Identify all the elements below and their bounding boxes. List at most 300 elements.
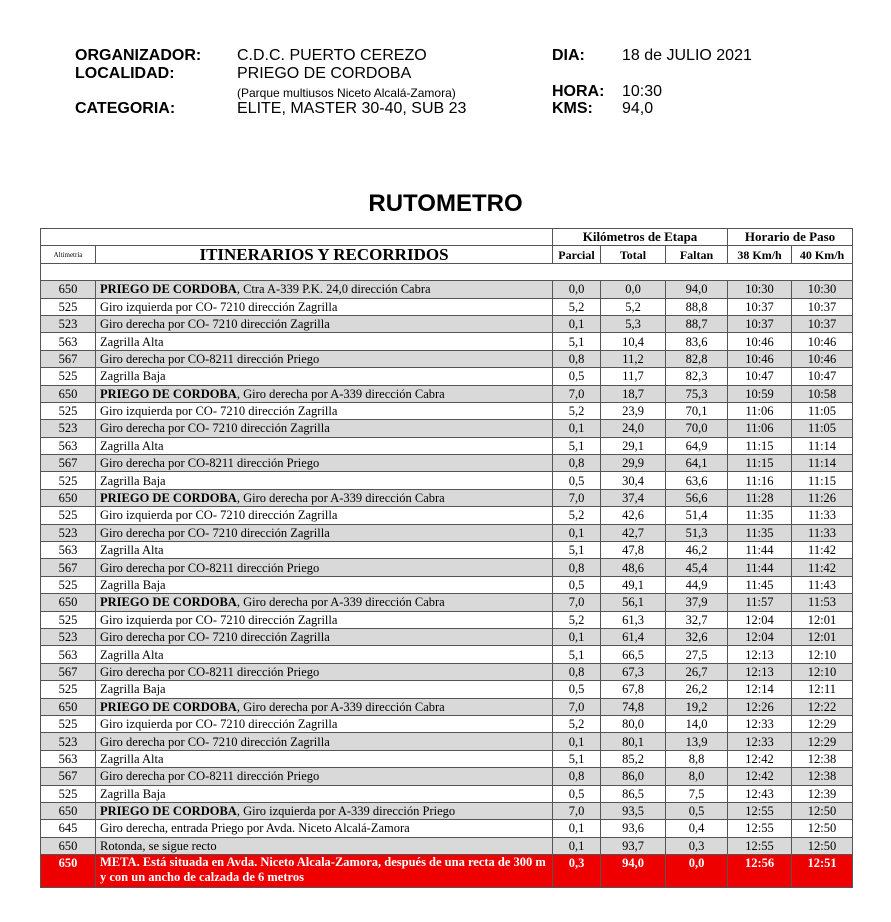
cell-38kmh: 12:04	[728, 611, 792, 628]
table-row	[41, 333, 853, 350]
cell-faltan: 7,5	[666, 785, 728, 802]
cell-altimetria: 567	[41, 455, 96, 472]
place-name: PRIEGO DE CORDOBA	[100, 386, 237, 401]
cell-total: 74,8	[601, 698, 666, 715]
cell-itinerario	[96, 820, 553, 837]
cell-total: 42,7	[601, 524, 666, 541]
cell-itinerario	[96, 385, 553, 402]
localidad-value: PRIEGO DE CORDOBA	[237, 65, 412, 82]
cell-itinerario	[96, 750, 553, 767]
table-row	[41, 698, 853, 715]
cell-itinerario	[96, 298, 553, 315]
header-altimetria: Altimetría	[41, 246, 96, 263]
cell-40kmh: 12:29	[792, 733, 853, 750]
cell-38kmh: 11:06	[728, 402, 792, 419]
cell-parcial: 7,0	[553, 489, 601, 506]
cell-itinerario	[96, 402, 553, 419]
place-name: PRIEGO DE CORDOBA	[100, 595, 237, 610]
table-row	[41, 489, 853, 506]
cell-parcial: 0,8	[553, 455, 601, 472]
cell-faltan: 44,9	[666, 576, 728, 593]
route-description: , Giro derecha por A-339 dirección Cabra	[236, 491, 445, 506]
categoria-label: CATEGORIA:	[75, 100, 176, 117]
cell-40kmh: 12:50	[792, 837, 853, 854]
meta-description: META. Está situada en Avda. Niceto Alcala-Zamora, después de una recta de 300 m y con un ancho de calzada de 6 metros	[96, 855, 553, 888]
cell-altimetria: 525	[41, 472, 96, 489]
cell-parcial: 7,0	[553, 802, 601, 819]
cell-itinerario	[96, 524, 553, 541]
cell-38kmh: 12:42	[728, 768, 792, 785]
place-name: PRIEGO DE CORDOBA	[100, 804, 237, 819]
table-row	[41, 315, 853, 332]
cell-faltan: 56,6	[666, 489, 728, 506]
cell-38kmh: 12:14	[728, 681, 792, 698]
route-description: Zagrilla Alta	[100, 647, 164, 662]
cell-parcial: 5,1	[553, 437, 601, 454]
cell-total: 56,1	[601, 594, 666, 611]
cell-38kmh: 11:06	[728, 420, 792, 437]
cell-itinerario	[96, 333, 553, 350]
table-row	[41, 559, 853, 576]
cell-faltan: 70,0	[666, 420, 728, 437]
cell-total: 30,4	[601, 472, 666, 489]
cell-parcial: 5,2	[553, 507, 601, 524]
cell-total: 85,2	[601, 750, 666, 767]
table-row	[41, 507, 853, 524]
cell-parcial: 7,0	[553, 698, 601, 715]
cell-parcial: 7,0	[553, 385, 601, 402]
cell-parcial: 5,2	[553, 298, 601, 315]
cell-40kmh: 12:10	[792, 663, 853, 680]
cell-40kmh: 12:10	[792, 646, 853, 663]
cell-altimetria: 563	[41, 542, 96, 559]
table-row	[41, 350, 853, 367]
cell-parcial: 7,0	[553, 594, 601, 611]
cell-40kmh: 12:29	[792, 715, 853, 732]
cell-itinerario	[96, 489, 553, 506]
cell-38kmh: 12:42	[728, 750, 792, 767]
route-description: , Ctra A-339 P.K. 24,0 dirección Cabra	[236, 282, 431, 297]
table-row	[41, 715, 853, 732]
cell-40kmh: 11:14	[792, 455, 853, 472]
table-row	[41, 628, 853, 645]
cell-40kmh: 11:05	[792, 402, 853, 419]
table-row	[41, 611, 853, 628]
cell-itinerario	[96, 455, 553, 472]
dia-value: 18 de JULIO 2021	[622, 47, 752, 64]
meta-row	[41, 855, 853, 888]
cell-faltan: 0,5	[666, 802, 728, 819]
cell-total: 23,9	[601, 402, 666, 419]
cell-parcial: 5,1	[553, 750, 601, 767]
cell-38kmh: 10:59	[728, 385, 792, 402]
cell-itinerario	[96, 507, 553, 524]
cell-faltan: 45,4	[666, 559, 728, 576]
cell-altimetria: 523	[41, 315, 96, 332]
cell-40kmh: 12:38	[792, 750, 853, 767]
kms-label: KMS:	[552, 100, 593, 117]
cell-total: 5,2	[601, 298, 666, 315]
table-row	[41, 663, 853, 680]
cell-38kmh: 12:43	[728, 785, 792, 802]
cell-faltan: 64,1	[666, 455, 728, 472]
cell-38kmh: 12:26	[728, 698, 792, 715]
table-row	[41, 298, 853, 315]
cell-parcial: 0,1	[553, 628, 601, 645]
cell-altimetria: 567	[41, 559, 96, 576]
cell-parcial: 0,1	[553, 420, 601, 437]
cell-itinerario	[96, 350, 553, 367]
localidad-note: (Parque multiusos Niceto Alcalá-Zamora)	[237, 86, 456, 100]
cell-itinerario	[96, 611, 553, 628]
table-row	[41, 768, 853, 785]
cell-altimetria: 525	[41, 368, 96, 385]
cell-altimetria: 650	[41, 385, 96, 402]
table-row	[41, 576, 853, 593]
route-description: Zagrilla Baja	[100, 578, 166, 592]
meta-altimetria: 650	[41, 855, 96, 888]
cell-itinerario	[96, 437, 553, 454]
cell-40kmh: 12:11	[792, 681, 853, 698]
cell-altimetria: 525	[41, 507, 96, 524]
cell-parcial: 0,8	[553, 768, 601, 785]
cell-parcial: 0,5	[553, 368, 601, 385]
cell-38kmh: 10:46	[728, 333, 792, 350]
cell-altimetria: 650	[41, 802, 96, 819]
cell-40kmh: 10:37	[792, 315, 853, 332]
cell-total: 93,5	[601, 802, 666, 819]
cell-38kmh: 11:57	[728, 594, 792, 611]
cell-itinerario	[96, 837, 553, 854]
cell-parcial: 0,8	[553, 663, 601, 680]
cell-altimetria: 523	[41, 628, 96, 645]
cell-38kmh: 12:13	[728, 646, 792, 663]
cell-parcial: 0,1	[553, 733, 601, 750]
cell-parcial: 5,2	[553, 402, 601, 419]
place-name: PRIEGO DE CORDOBA	[100, 491, 237, 506]
route-description: Zagrilla Baja	[100, 682, 166, 697]
header-spacer	[41, 263, 853, 280]
cell-total: 86,0	[601, 768, 666, 785]
cell-faltan: 51,3	[666, 524, 728, 541]
cell-38kmh: 12:33	[728, 733, 792, 750]
route-description: Giro derecha por CO- 7210 dirección Zagrilla	[100, 525, 330, 540]
cell-40kmh: 12:50	[792, 802, 853, 819]
cell-parcial: 0,5	[553, 785, 601, 802]
cell-parcial: 0,1	[553, 837, 601, 854]
cell-itinerario	[96, 281, 553, 298]
cell-faltan: 83,6	[666, 333, 728, 350]
route-description: Giro derecha por CO- 7210 dirección Zagrilla	[100, 630, 330, 645]
route-description: Giro izquierda por CO- 7210 dirección Zagrilla	[100, 612, 338, 627]
route-description: Giro derecha por CO-8211 dirección Priego	[100, 560, 320, 575]
cell-altimetria: 563	[41, 750, 96, 767]
table-row	[41, 524, 853, 541]
meta-total: 94,0	[601, 855, 666, 888]
header-blank	[41, 229, 553, 246]
cell-itinerario	[96, 785, 553, 802]
organizador-label: ORGANIZADOR:	[75, 47, 202, 64]
table-row	[41, 681, 853, 698]
cell-itinerario	[96, 733, 553, 750]
route-description: Giro derecha por CO-8211 dirección Priego	[100, 664, 320, 679]
cell-38kmh: 12:04	[728, 628, 792, 645]
cell-parcial: 5,1	[553, 646, 601, 663]
route-description: Giro derecha por CO-8211 dirección Priego	[100, 456, 320, 471]
hora-label: HORA:	[552, 83, 605, 100]
cell-total: 66,5	[601, 646, 666, 663]
table-row	[41, 420, 853, 437]
route-description: Giro izquierda por CO- 7210 dirección Zagrilla	[100, 508, 338, 523]
cell-altimetria: 645	[41, 820, 96, 837]
cell-parcial: 0,5	[553, 472, 601, 489]
route-description: Zagrilla Alta	[100, 438, 164, 453]
route-description: Giro izquierda por CO- 7210 dirección Zagrilla	[100, 299, 338, 314]
cell-faltan: 0,3	[666, 837, 728, 854]
cell-total: 80,1	[601, 733, 666, 750]
table-body	[41, 281, 853, 855]
route-description: Rotonda, se sigue recto	[100, 838, 217, 853]
cell-faltan: 32,6	[666, 628, 728, 645]
cell-altimetria: 567	[41, 768, 96, 785]
cell-faltan: 27,5	[666, 646, 728, 663]
route-description: , Giro derecha por A-339 dirección Cabra	[236, 595, 445, 610]
meta-40kmh: 12:51	[792, 855, 853, 888]
route-description: , Giro izquierda por A-339 dirección Priego	[236, 804, 456, 819]
table-row	[41, 785, 853, 802]
cell-itinerario	[96, 559, 553, 576]
cell-itinerario	[96, 698, 553, 715]
route-description: Giro derecha por CO-8211 dirección Priego	[100, 769, 320, 784]
cell-altimetria: 525	[41, 298, 96, 315]
table-row	[41, 802, 853, 819]
cell-total: 61,4	[601, 628, 666, 645]
table-header-group-row	[41, 229, 853, 246]
cell-total: 0,0	[601, 281, 666, 298]
table-row	[41, 594, 853, 611]
table-row	[41, 542, 853, 559]
cell-40kmh: 12:01	[792, 628, 853, 645]
cell-total: 93,6	[601, 820, 666, 837]
cell-38kmh: 11:16	[728, 472, 792, 489]
route-description: Zagrilla Alta	[100, 751, 164, 766]
rutometro-table	[40, 228, 853, 888]
cell-faltan: 75,3	[666, 385, 728, 402]
cell-40kmh: 10:37	[792, 298, 853, 315]
cell-38kmh: 10:37	[728, 298, 792, 315]
cell-total: 93,7	[601, 837, 666, 854]
cell-40kmh: 11:53	[792, 594, 853, 611]
header-itinerarios: ITINERARIOS Y RECORRIDOS	[96, 246, 553, 263]
table-row	[41, 455, 853, 472]
meta-parcial: 0,3	[553, 855, 601, 888]
cell-40kmh: 10:30	[792, 281, 853, 298]
cell-faltan: 46,2	[666, 542, 728, 559]
route-description: Giro derecha por CO- 7210 dirección Zagrilla	[100, 734, 330, 749]
cell-38kmh: 11:35	[728, 524, 792, 541]
table-row	[41, 385, 853, 402]
cell-parcial: 0,1	[553, 524, 601, 541]
route-description: Giro derecha por CO- 7210 dirección Zagrilla	[100, 317, 330, 332]
header-40kmh: 40 Km/h	[792, 246, 853, 263]
cell-40kmh: 11:26	[792, 489, 853, 506]
cell-total: 18,7	[601, 385, 666, 402]
cell-parcial: 5,1	[553, 542, 601, 559]
route-description: Giro izquierda por CO- 7210 dirección Zagrilla	[100, 717, 338, 732]
cell-38kmh: 12:55	[728, 802, 792, 819]
cell-38kmh: 10:37	[728, 315, 792, 332]
cell-38kmh: 12:55	[728, 820, 792, 837]
cell-parcial: 0,5	[553, 576, 601, 593]
cell-itinerario	[96, 472, 553, 489]
cell-40kmh: 12:39	[792, 785, 853, 802]
header-parcial: Parcial	[553, 246, 601, 263]
cell-altimetria: 563	[41, 437, 96, 454]
route-description: Giro derecha por CO-8211 dirección Priego	[100, 351, 320, 366]
place-name: PRIEGO DE CORDOBA	[100, 282, 237, 297]
table-row	[41, 368, 853, 385]
cell-40kmh: 11:42	[792, 559, 853, 576]
cell-altimetria: 525	[41, 576, 96, 593]
cell-itinerario	[96, 802, 553, 819]
organizador-value: C.D.C. PUERTO CEREZO	[237, 47, 427, 64]
localidad-label: LOCALIDAD:	[75, 65, 175, 82]
cell-38kmh: 12:33	[728, 715, 792, 732]
cell-38kmh: 10:47	[728, 368, 792, 385]
cell-40kmh: 10:46	[792, 333, 853, 350]
header-horario-paso: Horario de Paso	[728, 229, 853, 246]
cell-altimetria: 523	[41, 733, 96, 750]
cell-38kmh: 11:35	[728, 507, 792, 524]
table-row	[41, 402, 853, 419]
header-faltan: Faltan	[666, 246, 728, 263]
cell-total: 29,1	[601, 437, 666, 454]
cell-40kmh: 11:05	[792, 420, 853, 437]
cell-itinerario	[96, 576, 553, 593]
cell-total: 49,1	[601, 576, 666, 593]
cell-total: 61,3	[601, 611, 666, 628]
cell-parcial: 0,8	[553, 350, 601, 367]
cell-faltan: 63,6	[666, 472, 728, 489]
cell-parcial: 0,1	[553, 820, 601, 837]
cell-faltan: 8,0	[666, 768, 728, 785]
cell-parcial: 0,8	[553, 559, 601, 576]
cell-faltan: 8,8	[666, 750, 728, 767]
route-description: Giro derecha por CO- 7210 dirección Zagrilla	[100, 421, 330, 436]
cell-40kmh: 11:33	[792, 507, 853, 524]
cell-itinerario	[96, 594, 553, 611]
table-row	[41, 733, 853, 750]
cell-40kmh: 12:38	[792, 768, 853, 785]
cell-total: 47,8	[601, 542, 666, 559]
cell-parcial: 5,2	[553, 715, 601, 732]
cell-40kmh: 10:47	[792, 368, 853, 385]
cell-faltan: 70,1	[666, 402, 728, 419]
cell-itinerario	[96, 663, 553, 680]
cell-altimetria: 650	[41, 281, 96, 298]
cell-itinerario	[96, 542, 553, 559]
cell-altimetria: 567	[41, 663, 96, 680]
table-row	[41, 837, 853, 854]
table-row	[41, 646, 853, 663]
cell-faltan: 0,4	[666, 820, 728, 837]
page-title: RUTOMETRO	[368, 190, 523, 217]
cell-40kmh: 11:15	[792, 472, 853, 489]
cell-faltan: 82,3	[666, 368, 728, 385]
cell-parcial: 0,1	[553, 315, 601, 332]
cell-total: 37,4	[601, 489, 666, 506]
table-row	[41, 820, 853, 837]
route-description: Zagrilla Baja	[100, 786, 166, 801]
cell-parcial: 0,5	[553, 681, 601, 698]
cell-40kmh: 12:50	[792, 820, 853, 837]
route-description: Zagrilla Alta	[100, 543, 164, 558]
cell-40kmh: 10:58	[792, 385, 853, 402]
cell-itinerario	[96, 768, 553, 785]
cell-total: 24,0	[601, 420, 666, 437]
cell-faltan: 37,9	[666, 594, 728, 611]
route-description: Giro derecha, entrada Priego por Avda. Niceto Alcalá-Zamora	[100, 821, 410, 836]
meta-38kmh: 12:56	[728, 855, 792, 888]
route-description: Giro izquierda por CO- 7210 dirección Zagrilla	[100, 404, 338, 419]
cell-altimetria: 650	[41, 594, 96, 611]
route-description: Zagrilla Baja	[100, 369, 166, 384]
kms-value: 94,0	[622, 100, 654, 117]
cell-total: 42,6	[601, 507, 666, 524]
route-description: , Giro derecha por A-339 dirección Cabra	[236, 386, 445, 401]
cell-faltan: 88,7	[666, 315, 728, 332]
cell-altimetria: 523	[41, 524, 96, 541]
cell-total: 11,2	[601, 350, 666, 367]
cell-38kmh: 11:15	[728, 437, 792, 454]
cell-altimetria: 525	[41, 611, 96, 628]
meta-faltan: 0,0	[666, 855, 728, 888]
cell-40kmh: 11:43	[792, 576, 853, 593]
hora-value: 10:30	[622, 83, 663, 100]
cell-total: 11,7	[601, 368, 666, 385]
cell-faltan: 26,7	[666, 663, 728, 680]
cell-40kmh: 10:46	[792, 350, 853, 367]
cell-total: 67,8	[601, 681, 666, 698]
cell-38kmh: 11:15	[728, 455, 792, 472]
categoria-value: ELITE, MASTER 30-40, SUB 23	[237, 100, 467, 117]
cell-altimetria: 563	[41, 333, 96, 350]
cell-itinerario	[96, 420, 553, 437]
cell-total: 67,3	[601, 663, 666, 680]
cell-altimetria: 525	[41, 715, 96, 732]
cell-total: 5,3	[601, 315, 666, 332]
cell-faltan: 32,7	[666, 611, 728, 628]
table-row	[41, 281, 853, 298]
cell-faltan: 94,0	[666, 281, 728, 298]
cell-faltan: 26,2	[666, 681, 728, 698]
cell-38kmh: 12:55	[728, 837, 792, 854]
header-km-etapa: Kilómetros de Etapa	[553, 229, 728, 246]
cell-38kmh: 11:28	[728, 489, 792, 506]
cell-altimetria: 525	[41, 681, 96, 698]
cell-38kmh: 11:45	[728, 576, 792, 593]
cell-total: 10,4	[601, 333, 666, 350]
cell-itinerario	[96, 628, 553, 645]
cell-itinerario	[96, 681, 553, 698]
cell-total: 86,5	[601, 785, 666, 802]
cell-40kmh: 11:42	[792, 542, 853, 559]
table-row	[41, 437, 853, 454]
cell-itinerario	[96, 646, 553, 663]
header-38kmh: 38 Km/h	[728, 246, 792, 263]
cell-faltan: 14,0	[666, 715, 728, 732]
cell-altimetria: 563	[41, 646, 96, 663]
